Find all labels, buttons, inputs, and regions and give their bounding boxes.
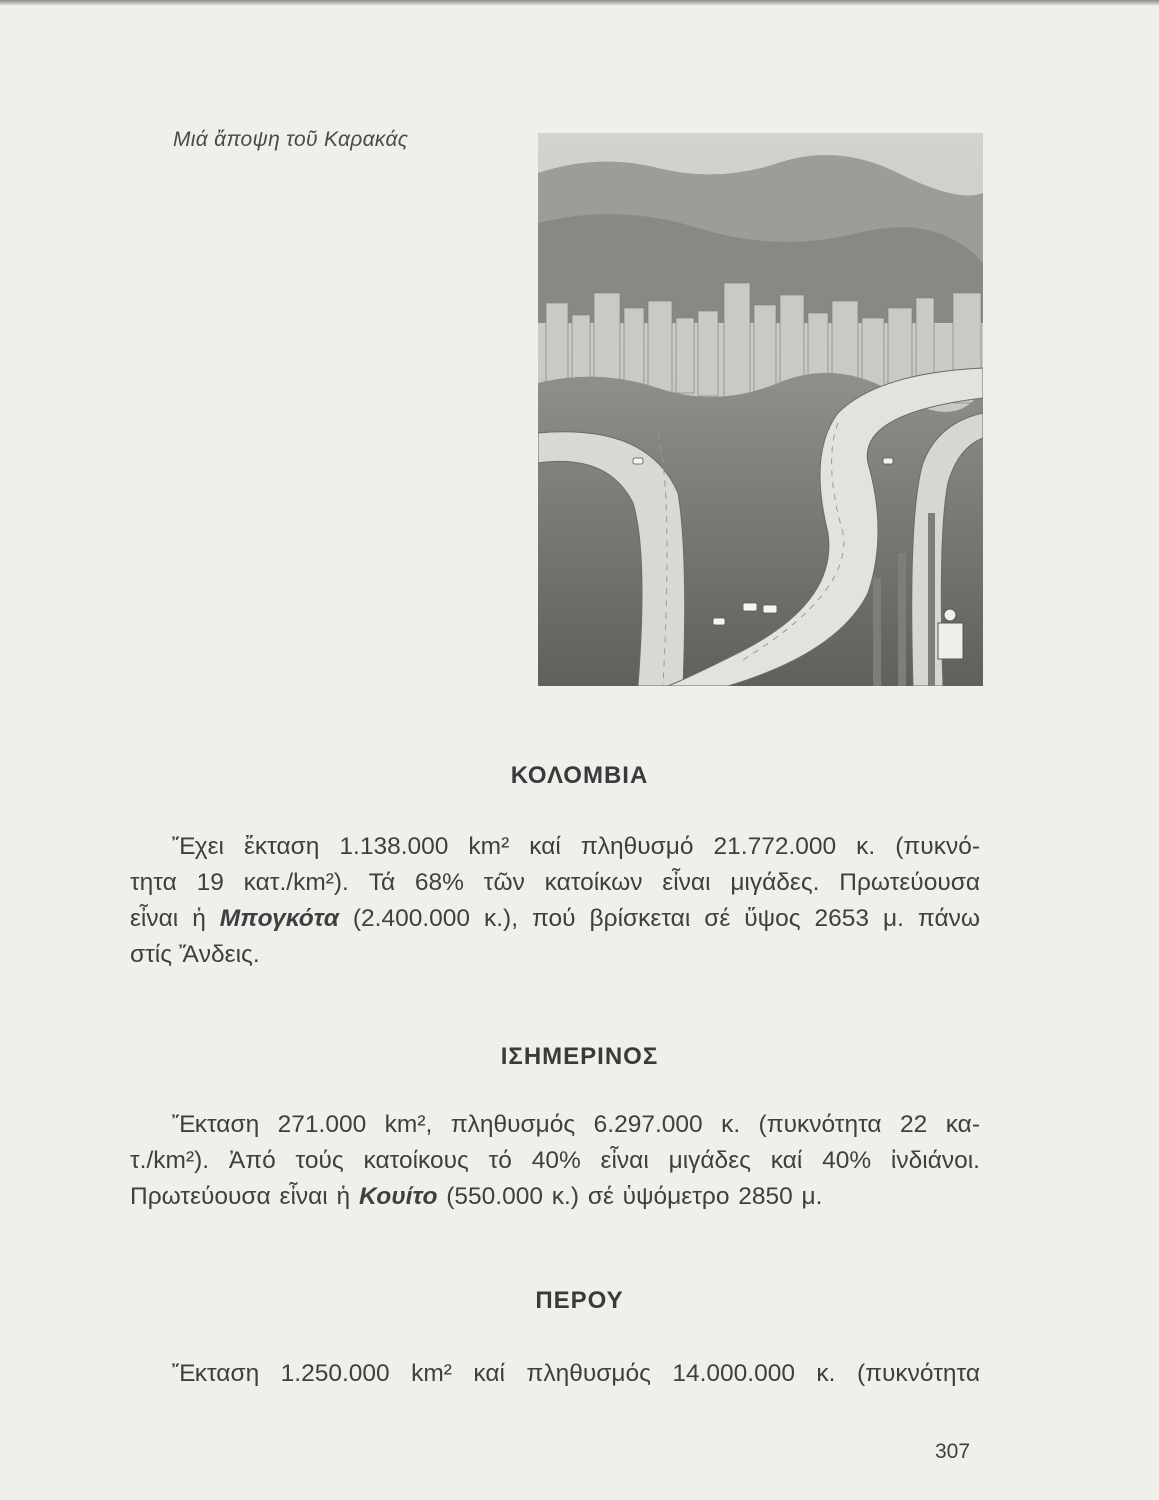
city-highway-photo-icon: [538, 133, 983, 686]
text-after-capital: (550.000 κ.) σέ ὑψόμετρο 2850 μ.: [437, 1183, 823, 1210]
capital-city-quito: Κουίτο: [359, 1183, 438, 1210]
text-before-capital: Πρωτεύουσα εἶναι ἡ: [130, 1183, 359, 1210]
capital-city-bogota: Μπογκότα: [219, 905, 339, 932]
paragraph-line: στίς Ἄνδεις.: [130, 941, 260, 968]
paragraph-peru: [130, 1356, 980, 1392]
text-before-capital: εἶναι ἡ: [130, 905, 220, 932]
paragraph-line: [130, 901, 980, 937]
paragraph-line: τητα 19 κατ./km²). Τά 68% τῶν κατοίκων εἶναι μιγάδες. Πρωτεύουσα: [130, 869, 980, 896]
photo-caption: Μιά ἄποψη τοῦ Καρακάς: [173, 128, 409, 151]
paragraph-line: τ./km²). Ἀπό τούς κατοίκους τό 40% εἶναι μιγάδες καί 40% ἰνδιάνοι.: [130, 1147, 980, 1174]
section-title-peru: ΠΕΡΟΥ: [535, 1287, 624, 1314]
paragraph-line: Ἔκταση 1.250.000 km² καί πληθυσμός 14.000.000 κ. (πυκνότητα: [172, 1360, 980, 1387]
page-number: 307: [935, 1440, 971, 1463]
paragraph-line: [130, 1179, 980, 1215]
page-edge: [0, 0, 1159, 6]
paragraph-line: Ἔχει ἔκταση 1.138.000 km² καί πληθυσμό 21.772.000 κ. (πυκνό-: [172, 833, 980, 860]
paragraph-ecuador: [130, 1107, 980, 1215]
text-after-capital: (2.400.000 κ.), πού βρίσκεται σέ ὕψος 2653 μ. πάνω: [338, 905, 980, 932]
section-title-colombia: ΚΟΛΟΜΒΙΑ: [510, 762, 649, 789]
caracas-photo: [538, 133, 983, 686]
section-title-ecuador: ΙΣΗΜΕΡΙΝΟΣ: [500, 1043, 659, 1070]
paragraph-line: Ἔκταση 271.000 km², πληθυσμός 6.297.000 κ. (πυκνότητα 22 κα-: [172, 1111, 980, 1138]
paragraph-colombia: [130, 829, 980, 973]
